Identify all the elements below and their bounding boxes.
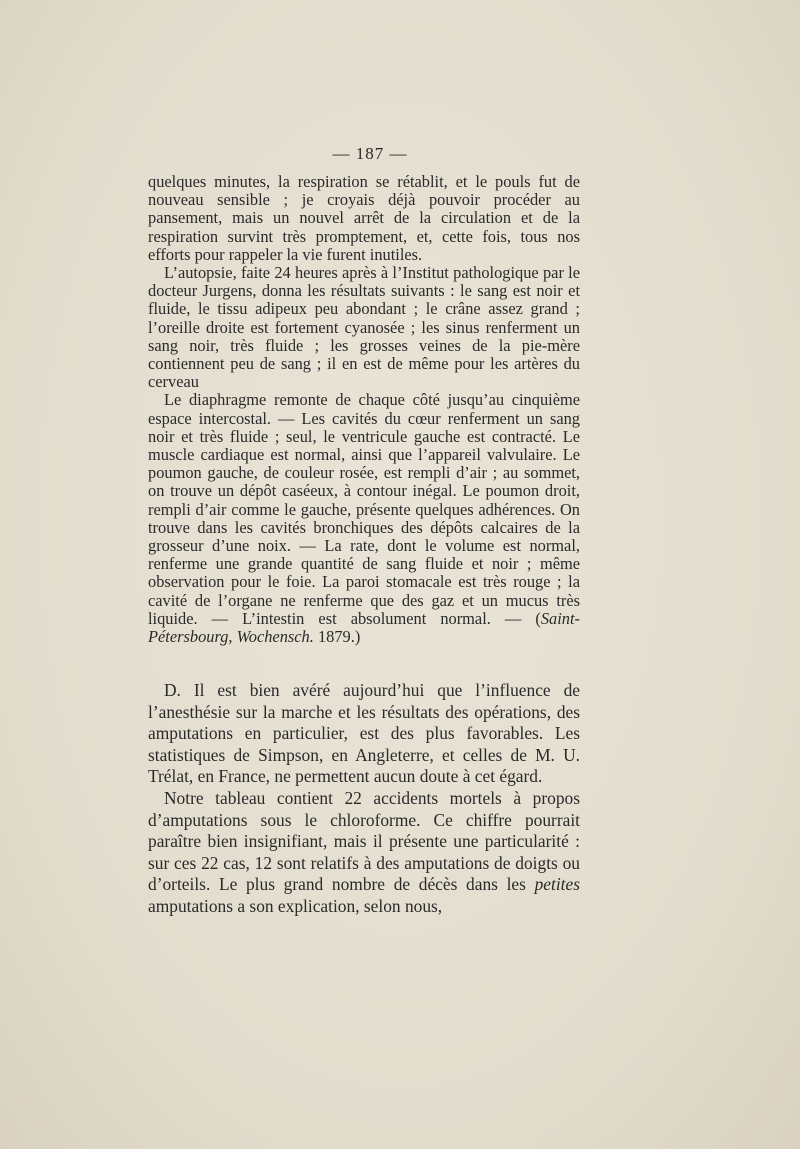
statistics-text-before: Notre tableau contient 22 accidents mortels à propos d’amputations sous le chloroforme. Ce chiffre pourrait paraître bien insignifiant, mais il présente une particularité : sur ces 22 cas, 12 sont relatifs à des amputations de doigts ou d’orteils. Le plus grand nombre de décès dans les — [148, 787, 580, 895]
paragraph-anesthesia: D. Il est bien avéré aujourd’hui que l’influence de l’anesthésie sur la marche et les résultats des opérations, des amputations en particulier, est des plus favorables. Les statistiques de Simpson, en Angleterre, et celles de M. U. Trélat, en France, ne permettent aucun doute à cet égard. — [148, 680, 580, 787]
citation-source: Saint-Pétersbourg, Wochensch. — [148, 608, 580, 647]
paragraph-autopsy: L’autopsie, faite 24 heures après à l’Institut pathologique par le docteur Jurgens, donna les résultats suivants : le sang est noir et fluide, le tissu adipeux peu abondant ; le crâne assez grand ; l’oreille droite est fortement cyanosée ; les sinus renferment un sang noir, très fluide ; les grosses veines de la pie-mère contiennent peu de sang ; il en est de même pour les artères du cerveau — [148, 263, 580, 392]
paragraph-continuation: quelques minutes, la respiration se rétablit, et le pouls fut de nouveau sensible ; je croyais déjà pouvoir procéder au pansement, mais un nouvel arrêt de la circulation et de la respiration survint très promptement, et, cette fois, tous nos efforts pour rappeler la vie furent inutiles. — [148, 172, 580, 264]
paragraph-statistics — [148, 788, 580, 918]
text-block-autopsy — [148, 173, 580, 646]
findings-text: Le diaphragme remonte de chaque côté jusqu’au cinquième espace intercostal. — Les cavités du cœur renferment un sang noir et très fluide ; seul, le ventricule gauche est contracté. Le muscle cardiaque est normal, ainsi que l’appareil valvulaire. Le poumon gauche, de couleur rosée, est rempli d’air ; au sommet, on trouve un dépôt caséeux, à contour inégal. Le poumon droit, rempli d’air comme le gauche, présente quelques adhérences. On trouve dans les cavités bronchiques des dépôts calcaires de la grosseur d’une noix. — La rate, dont le volume est normal, renferme une grande quantité de sang fluide et noir ; même observation pour le foie. La paroi stomacale est très rouge ; la cavité de l’organe ne renferme que des gaz et un mucus très liquide. — L’intestin est absolument normal. — ( — [148, 390, 580, 628]
paragraph-findings — [148, 391, 580, 646]
citation-year: 1879.) — [313, 627, 361, 647]
text-block-amputations — [148, 680, 580, 918]
statistics-text-after: amputations a son explication, selon nous, — [148, 895, 443, 916]
page-number: — 187 — — [332, 144, 408, 163]
emphasis-word: petites — [534, 874, 580, 895]
